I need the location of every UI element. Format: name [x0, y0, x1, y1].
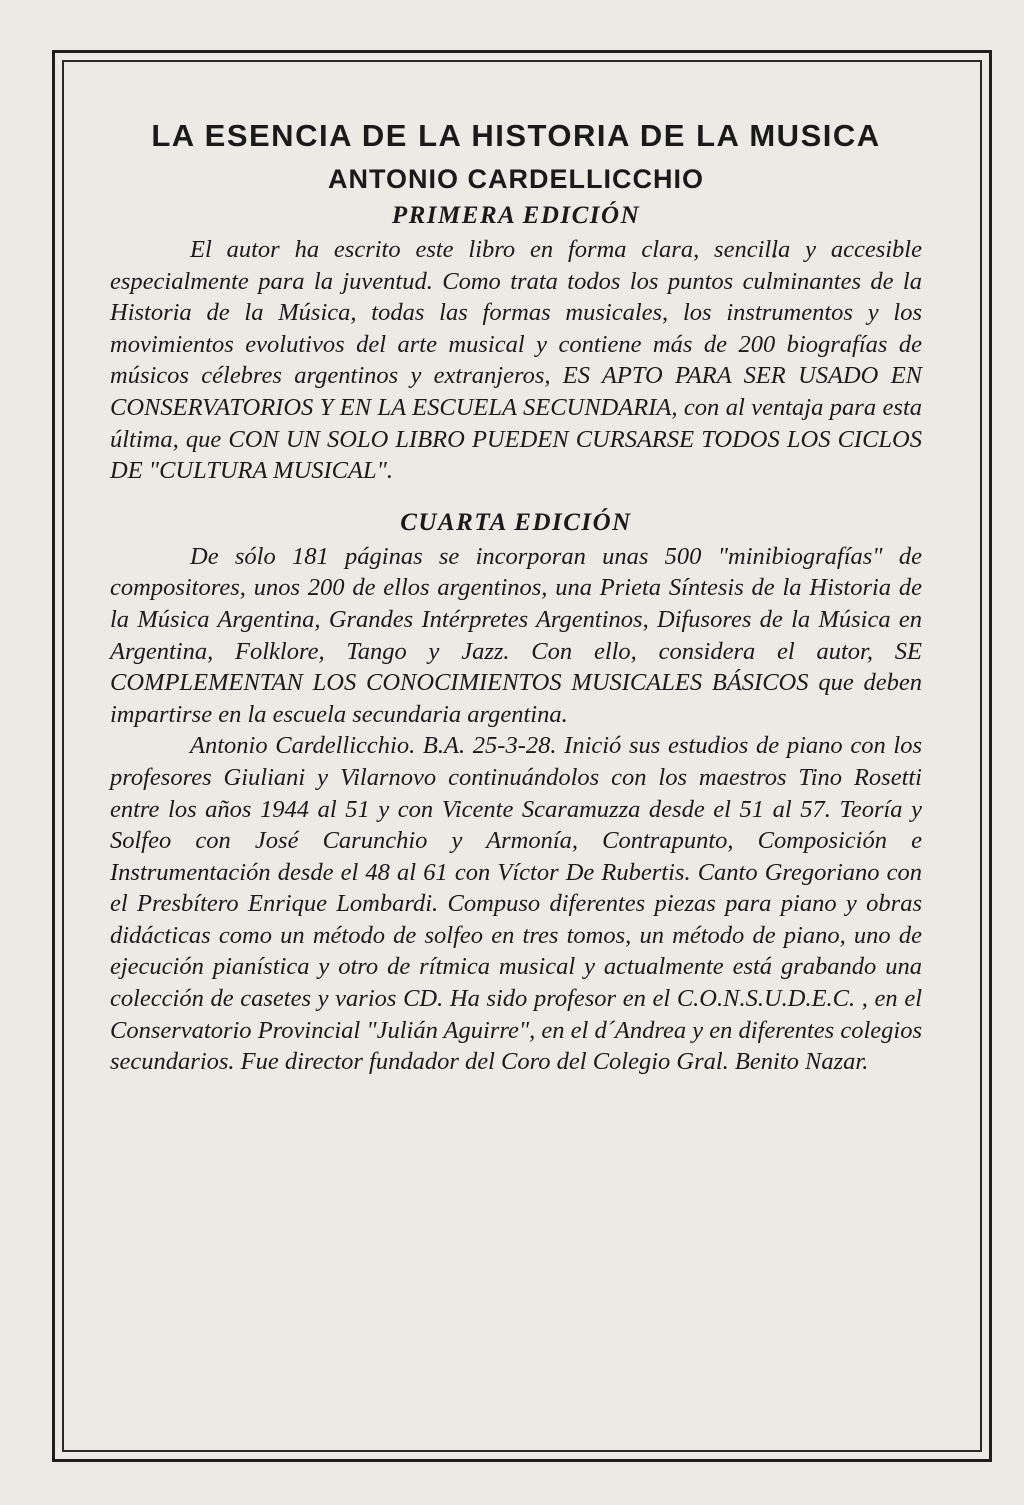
paragraph-primera-edicion: El autor ha escrito este libro en forma clara, sencilla y accesible especialmente para la juventud. Como trata todos los puntos culminantes de la Historia de la Música, todas las formas musicales, los instrumentos y los movimientos evolutivos del arte musical y contiene más de 200 biografías de músicos célebres argentinos y extranjeros, ES APTO PARA SER USADO EN CONSERVATORIOS Y EN LA ESCUELA SECUNDARIA, con al ventaja para esta última, que CON UN SOLO LIBRO PUEDEN CURSARSE TODOS LOS CICLOS DE "CULTURA MUSICAL". — [110, 236, 922, 485]
paragraph-author-bio: Antonio Cardellicchio. B.A. 25-3-28. Inició sus estudios de piano con los profesores Giuliani y Vilarnovo continuándolos con los maestros Tino Rosetti entre los años 1944 al 51 y con Vicente Scaramuzza desde el 51 al 57. Teoría y Solfeo con José Carunchio y Armonía, Contrapunto, Composición e Instrumentación desde el 48 al 61 con Víctor De Rubertis. Canto Gregoriano con el Presbítero Enrique Lombardi. Compuso diferentes piezas para piano y obras didácticas como un método de solfeo en tres tomos, un método de piano, uno de ejecución pianística y otro de rítmica musical y actualmente está grabando una colección de casetes y varios CD. Ha sido profesor en el C.O.N.S.U.D.E.C. , en el Conservatorio Provincial "Julián Aguirre", en el d´Andrea y en diferentes colegios secundarios. Fue director fundador del Coro del Colegio Gral. Benito Nazar. — [110, 732, 922, 1076]
section-heading-primera: PRIMERA EDICIÓN — [391, 202, 641, 229]
page-content — [110, 116, 922, 1078]
author-name: ANTONIO CARDELLICCHIO — [328, 164, 704, 194]
book-title: LA ESENCIA DE LA HISTORIA DE LA MUSICA — [151, 118, 881, 153]
paragraph-cuarta-edicion: De sólo 181 páginas se incorporan unas 500 "minibiografías" de compositores, unos 200 de ellos argentinos, una Prieta Síntesis de la Historia de la Música Argentina, Grandes Intérpretes Argentinos, Difusores de la Música en Argentina, Folklore, Tango y Jazz. Con ello, considera el autor, SE COMPLEMENTAN LOS CONOCIMIENTOS MUSICALES BÁSICOS que deben impartirse en la escuela secundaria argentina. — [110, 542, 922, 728]
section-heading-cuarta: CUARTA EDICIÓN — [400, 508, 632, 536]
